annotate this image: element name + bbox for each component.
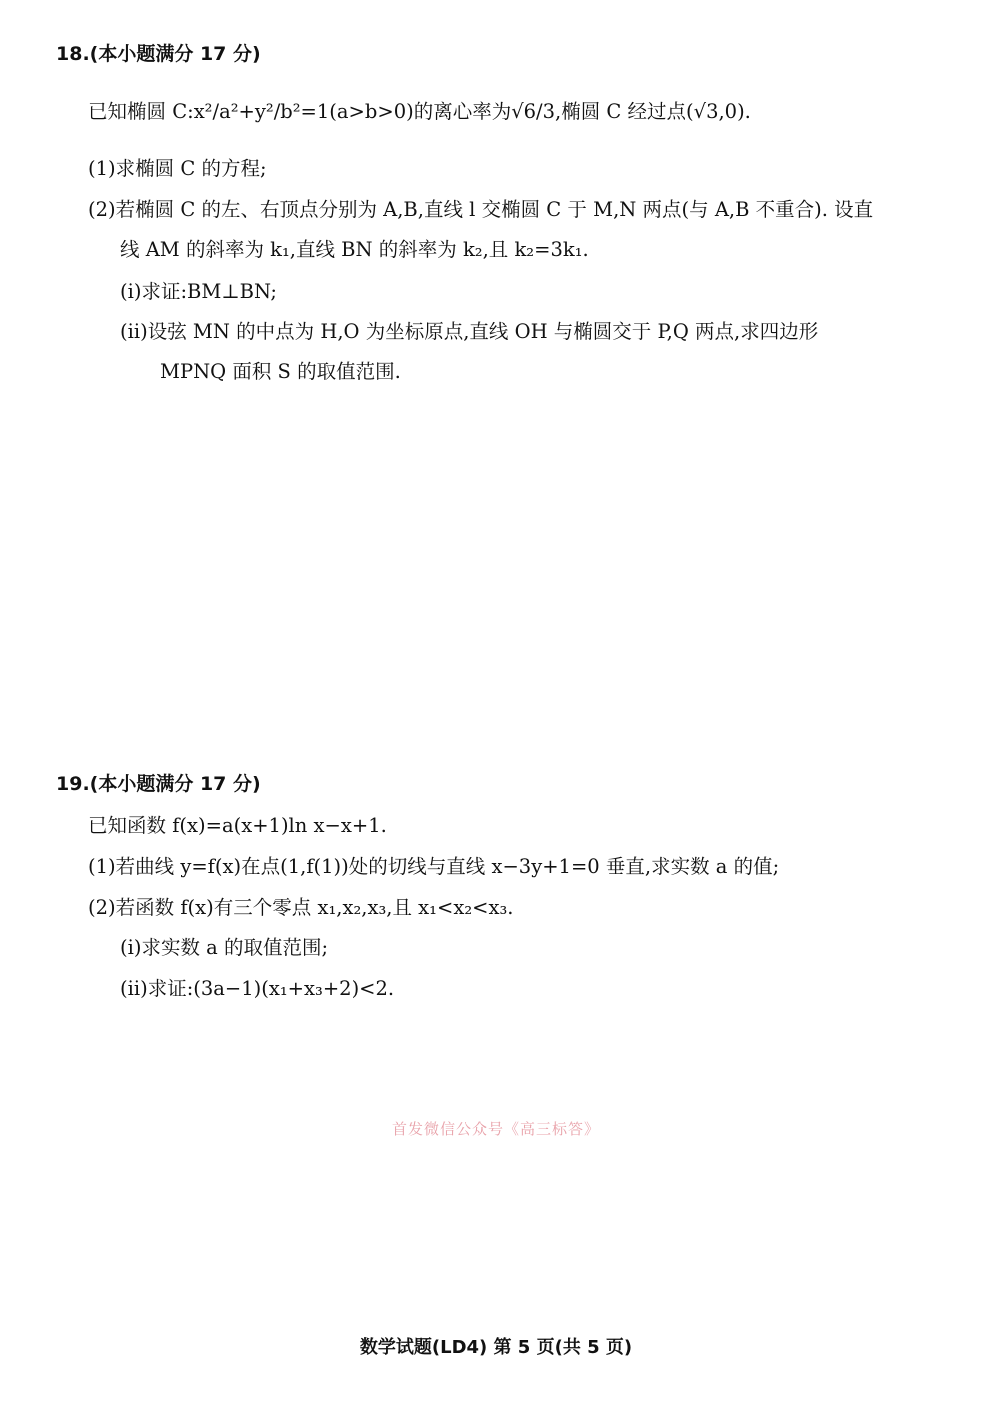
q18-part2-line2: 线 AM 的斜率为 k₁,直线 BN 的斜率为 k₂,且 k₂=3k₁. <box>120 238 589 261</box>
q19-header: 19.(本小题满分 17 分) <box>56 773 261 795</box>
watermark-text: 首发微信公众号《高三标答》 <box>391 1120 600 1138</box>
q19-part2-i: (ⅰ)求实数 a 的取值范围; <box>120 936 329 959</box>
q19-part1: (1)若曲线 y=f(x)在点(1,f(1))处的切线与直线 x−3y+1=0 垂直,求实数 a 的值; <box>88 855 780 878</box>
q18-header: 18.(本小题满分 17 分) <box>56 43 261 65</box>
q18-part1: (1)求椭圆 C 的方程; <box>88 157 267 180</box>
q18-part2-ii-line1: (ⅱ)设弦 MN 的中点为 H,O 为坐标原点,直线 OH 与椭圆交于 P,Q 两点,求四边形 <box>120 320 819 343</box>
q18-part2-i: (ⅰ)求证:BM⊥BN; <box>120 280 277 303</box>
q18-part2-ii-line2: MPNQ 面积 S 的取值范围. <box>160 360 401 383</box>
q19-part2: (2)若函数 f(x)有三个零点 x₁,x₂,x₃,且 x₁<x₂<x₃. <box>88 896 514 919</box>
q18-part2-line1: (2)若椭圆 C 的左、右顶点分别为 A,B,直线 l 交椭圆 C 于 M,N 两点(与 A,B 不重合). 设直 <box>88 198 874 221</box>
q19-part2-ii: (ⅱ)求证:(3a−1)(x₁+x₃+2)<2. <box>120 977 395 1000</box>
q18-stem: 已知椭圆 C:x²/a²+y²/b²=1(a>b>0)的离心率为√6/3,椭圆 C 经过点(√3,0). <box>88 100 751 123</box>
q19-stem: 已知函数 f(x)=a(x+1)ln x−x+1. <box>88 814 387 837</box>
page-footer: 数学试题(LD4) 第 5 页(共 5 页) <box>359 1337 633 1358</box>
